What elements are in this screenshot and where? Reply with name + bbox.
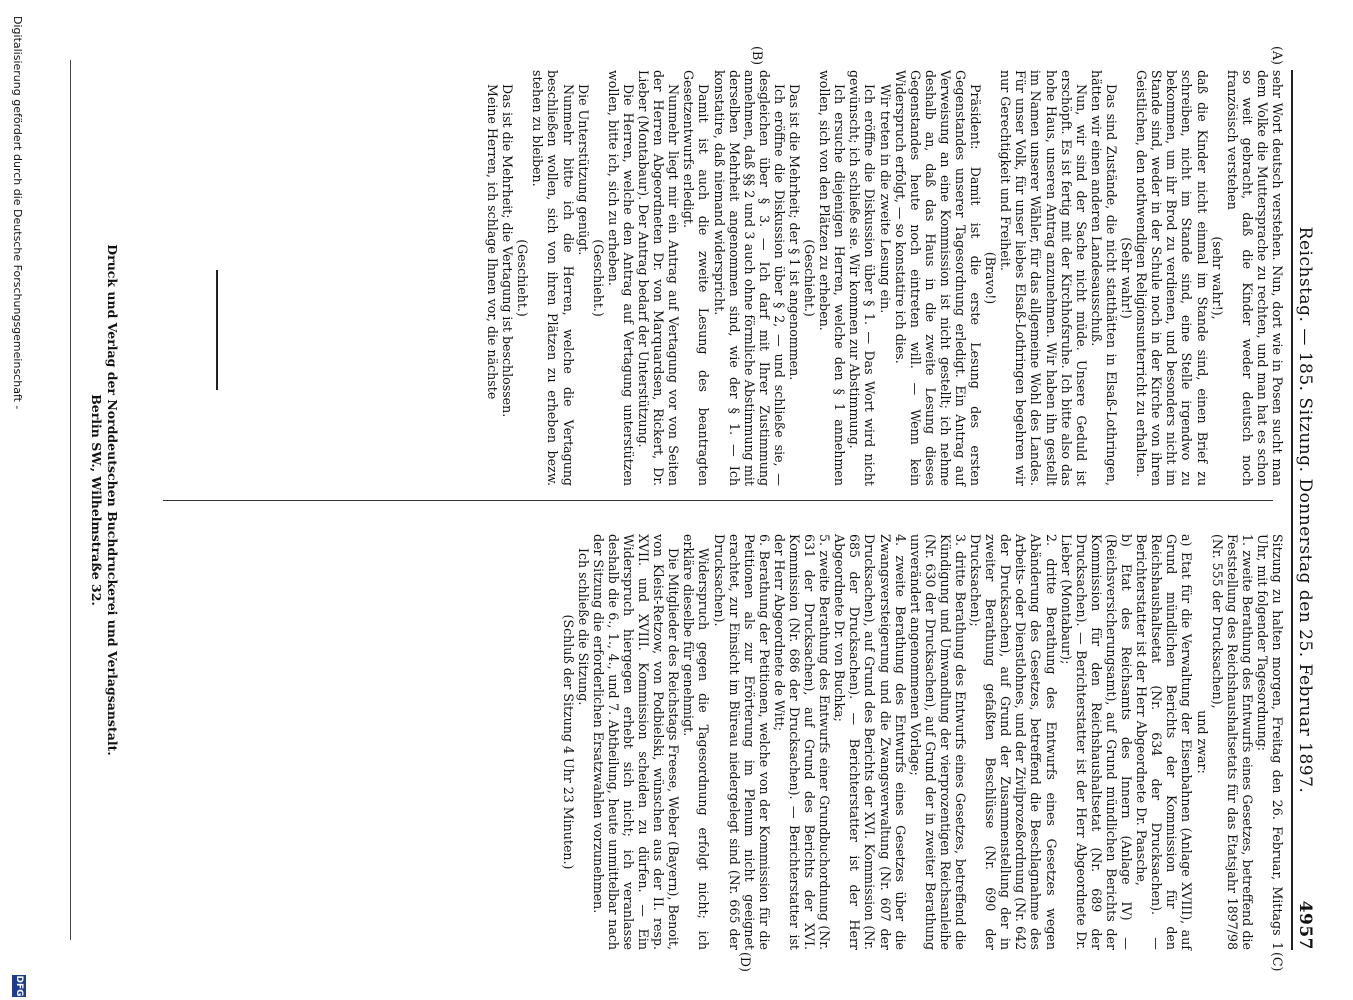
paragraph: Ich eröffne die Diskussion über § 2, — und schließe sie, — desgleichen über § 3. — Ich darf mit Ihrer Zustimmung annehmen, daß §§ 2 und 3 auch ohne förmliche Abstimmung mit derselben Mehrheit angenommen sind, wie der § 1. — Ich konstatire, daß niemand widerspricht. <box>711 70 787 486</box>
agenda-item: 2. dritte Berathung des Entwurfs eines Gesetzes wegen Abänderung des Gesetzes, betreffend die Beschlagnahme des Arbeits- oder Dienstlohnes, und der Zivilprozeßordnung (Nr. 642 der Drucksachen), auf Grund der Zusammenstellung der in zweiter Berathung gefaßten Beschlüsse (Nr. 690 der Drucksachen); <box>968 534 1059 950</box>
interjection: (Bravo!) <box>983 251 999 305</box>
agenda-item: 3. dritte Berathung des Entwurfs eines Gesetzes, betreffend die Kündigung und Umwandlung der vierprozentigen Reichsanleihe (Nr. 630 der Drucksachen), auf Grund der in zweiter Berathung unverändert angenommenen Vorlage; <box>907 534 969 950</box>
paragraph: Sitzung zu halten morgen, Freitag den 26. Februar, Mittags 1 Uhr, mit folgender Tagesordnung: <box>1254 534 1285 950</box>
paragraph: Die Mitglieder des Reichstags Freese, Weber (Bayern), Benoit, von Kleist-Retzow, von Podbielski, wünschen aus der II. resp. XVII. und XVIII. Kommission scheiden zu dürfen. — Ein Widerspruch hiergegen erhebt sich nicht; ich veranlasse deshalb die 6., 1., 4., und 7. Abtheilung, heute unmittelbar nach der Sitzung die erforderlichen Ersatzwahlen vorzunehmen. <box>590 534 682 950</box>
page-header <box>1293 70 1315 950</box>
right-column <box>561 534 1286 950</box>
digitization-credit: Digitalisierung gefördert durch die Deutsche Forschungsgemeinschaft - <box>11 16 24 410</box>
agenda-subitem: b) Etat des Reichsamts des Innern (Anlage IV) — (Reichsversicherungsamt), auf Grund mündlichen Berichts der Kommission für den Reichshaushaltsetat (Nr. 689 der Drucksachen). — Berichterstatter ist der Herr Abgeordnete Dr. Lieber (Montabaur); <box>1058 534 1135 950</box>
paragraph: Ich schließe die Sitzung. <box>575 548 591 706</box>
paragraph: und zwar: <box>1194 710 1210 774</box>
paragraph: Das ist die Mehrheit; der § 1 ist angenommen. <box>787 84 802 381</box>
agenda-subitem: a) Etat für die Verwaltung der Eisenbahnen (Anlage XVIII), auf Grund mündlichen Berichts der Kommission für den Reichshaushaltsetat (Nr. 634 der Drucksachen). — Berichterstatter ist der Herr Abgeordnete Dr. Paasche, <box>1134 534 1195 950</box>
paragraph: Ich ersuche diejenigen Herren, welche den § 1 annehmen wollen, sich von den Plätzen zu erheben. <box>817 70 848 486</box>
header-title: Reichstag. — 185. Sitzung. Donnerstag den 25. Februar 1897. <box>1295 226 1315 794</box>
paragraph: Die Herren, welche den Antrag auf Vertagung unterstützen wollen, bitte ich, sich zu erheben. <box>605 70 636 486</box>
imprint <box>88 60 120 940</box>
paragraph: Damit ist auch die zweite Lesung des beantragten Gesetzentwurfs erledigt. <box>681 70 712 486</box>
paragraph: daß die Kinder nicht einmal im Stande sind, einen Brief zu schreiben, nicht im Stande sind, eine Stelle irgendwo zu bekommen, um ihr Brod zu verdienen, und besonders nicht im Stande sind, weder in der Schule noch in der Kirche von ihren Geistlichen, den nothwendigen Religionsunterricht zu erhalten. <box>1134 70 1210 486</box>
agenda-item: 5. zweite Berathung des Entwurfs einer Grundbuchordnung (Nr. 631 der Drucksachen), auf Grund des Berichts der XVI. Kommission (Nr. 686 der Drucksachen). — Berichterstatter ist der Herr Abgeordnete de Witt; <box>771 534 833 950</box>
paragraph: Meine Herren, ich schlage Ihnen vor, die nächste <box>485 84 501 400</box>
paragraph: Wir treten in die zweite Lesung ein. <box>877 84 893 314</box>
margin-mark-a: (A) <box>1270 46 1285 65</box>
paragraph: Das ist die Mehrheit; die Vertagung ist beschlossen. <box>500 84 516 418</box>
paragraph: Die Unterstützung genügt. <box>575 84 591 256</box>
closing-note: (Schluß der Sitzung 4 Uhr 23 Minuten.) <box>560 614 576 870</box>
end-rule <box>216 270 218 390</box>
imprint-line: Berlin SW., Wilhelmstraße 32. <box>89 394 104 606</box>
dfg-logo: DFG <box>14 975 24 997</box>
paragraph: Nunmehr bitte ich die Herren, welche die Vertagung beschließen wollen, sich von ihren Plätzen zu erheben bezw. stehen zu bleiben. <box>530 70 576 486</box>
left-column <box>485 70 1285 486</box>
digitization-footer <box>3 0 28 1000</box>
margin-mark-c: (C) <box>1270 952 1285 972</box>
agenda-item: 4. zweite Berathung des Entwurfs eines Gesetzes über die Zwangsversteigerung und die Zwangsverwaltung (Nr. 607 der Drucksachen), auf Grund des Berichts der XVI. Kommission (Nr. 685 der Drucksachen). — Berichterstatter ist der Herr Abgeordnete Dr. von Buchka; <box>832 534 908 950</box>
paragraph: Nun, wir sind der Sache nicht müde. Unsere Geduld ist erschöpft. Es ist fertig mit der Kirchhofsruhe. Ich bitte also das hohe Haus, unseren Antrag anzunehmen. Wir haben ihn gestellt im Namen unserer Wähler, für das allgemeine Wohl des Landes. Für unser Volk, für unser liebes Elsaß-Lothringen begehren wir nur Gerechtigkeit und Freiheit. <box>998 70 1089 486</box>
column-divider <box>163 500 1273 501</box>
margin-mark-b: (B) <box>750 46 765 66</box>
interjection: (Sehr wahr!) <box>1119 237 1135 319</box>
interjection: (sehr wahr!), <box>1209 236 1225 320</box>
interjection: (Geschieht.) <box>590 239 606 317</box>
paragraph: Widerspruch gegen die Tagesordnung erfolgt nicht; ich erkläre dieselbe für genehmigt. <box>681 534 712 950</box>
paragraph: Ich eröffne die Diskussion über § 1. — Das Wort wird nicht gewünscht; ich schließe sie. Wir kommen zur Abstimmung. <box>847 70 878 486</box>
interjection: (Geschieht.) <box>802 239 818 317</box>
margin-mark-d: (D) <box>738 952 753 972</box>
paragraph: Nunmehr liegt mir ein Antrag auf Vertagung vor von Seiten der Herren Abgeordneten Dr. von Marquardsen, Rickert, Dr. Lieber (Montabaur). Der Antrag bedarf der Unterstützung. <box>636 70 682 486</box>
president-paragraph: Präsident: Damit ist die erste Lesung des ersten Gegenstandes unserer Tagesordnung erledigt. Ein Antrag auf Verweisung an eine Kommission ist nicht gestellt; ich nehme deshalb an, daß das Haus in die zweite Lesung dieses Gegenstandes heute noch eintreten will. — Wenn kein Widerspruch erfolgt, — so konstatire ich dies. <box>892 70 984 486</box>
agenda-item: 6. Berathung der Petitionen, welche von der Kommission für die Petitionen als zur Erörterung im Plenum nicht geeignet erachtet, zur Einsicht im Büreau niedergelegt sind (Nr. 665 der Drucksachen). <box>711 534 772 950</box>
agenda-item: 1. zweite Berathung des Entwurfs eines Gesetzes, betreffend die Feststellung des Reichshaushaltsetats für das Etatsjahr 1897/98 (Nr. 555 der Drucksachen), <box>1209 534 1255 950</box>
imprint-line: Druck und Verlag der Norddeutschen Buchdruckerei und Verlagsanstalt. <box>105 244 120 756</box>
header-rule <box>1291 70 1293 950</box>
interjection: (Geschieht.) <box>515 239 531 317</box>
imprint-rule <box>70 60 71 940</box>
paragraph: sehr Wort deutsch verstehen. Nun, dort wie in Posen sucht man dem Volke die Muttersprache zu rechten, und man hat es schon so weit gebracht, daß die Kinder weder deutsch noch französisch verstehen <box>1224 70 1285 486</box>
paragraph: Das sind Zustände, die nicht statthätten in Elsaß-Lothringen, hätten wir einen anderen Landesausschuß. <box>1088 70 1119 486</box>
page-number: 4957 <box>1295 900 1315 950</box>
